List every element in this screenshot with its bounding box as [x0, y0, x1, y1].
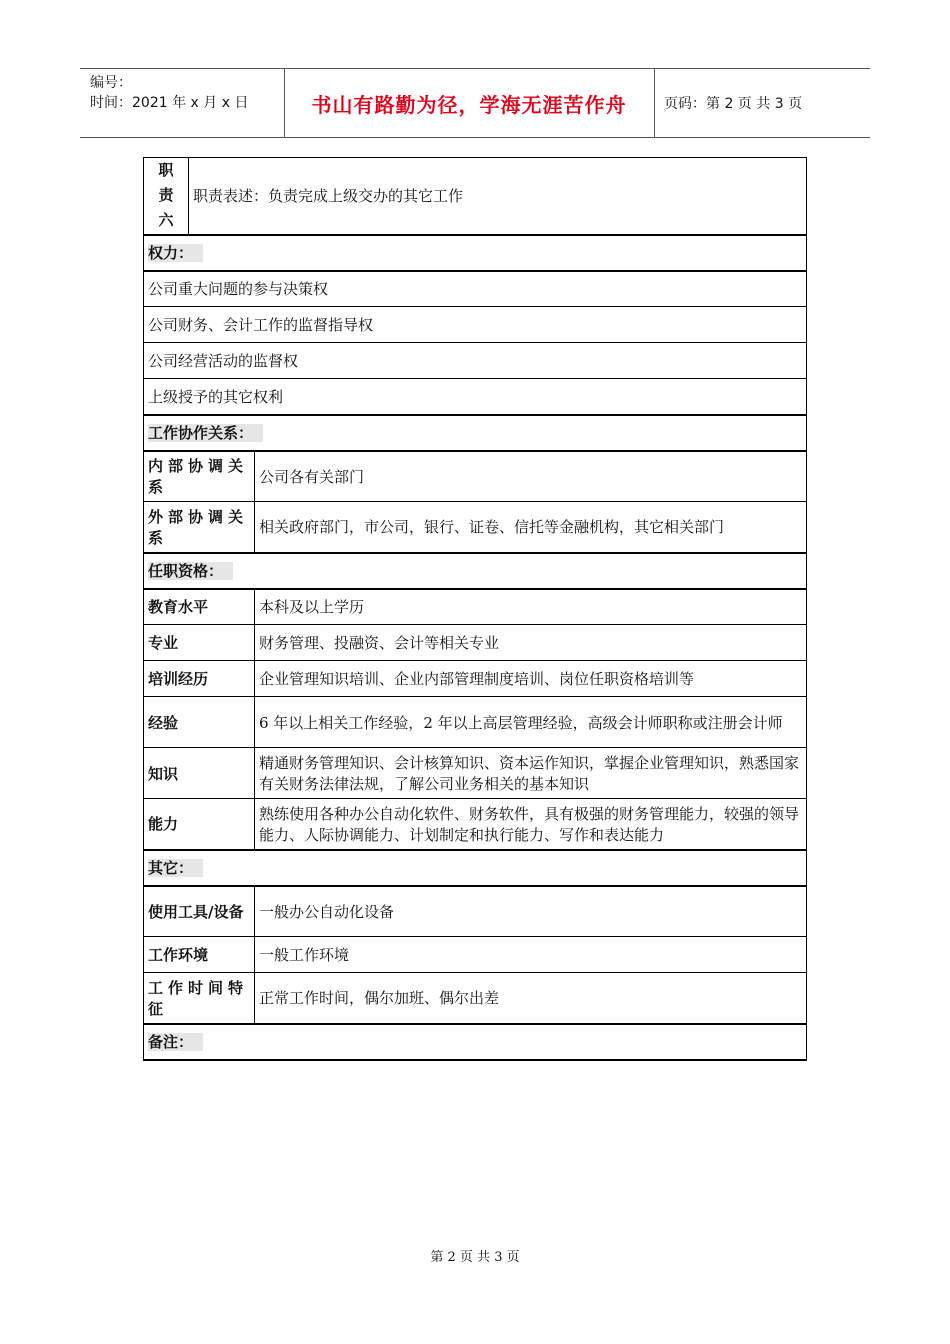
table-row [144, 625, 807, 661]
section-row [144, 415, 807, 451]
knowledge-label: 知识 [144, 748, 255, 799]
list-item [144, 307, 807, 343]
table-row [144, 451, 807, 502]
major-label: 专业 [144, 625, 255, 661]
section-title-other: 其它： [148, 859, 203, 877]
ability-label: 能力 [144, 799, 255, 850]
page-info: 页码：第 2 页 共 3 页 [664, 96, 803, 112]
header-divider [654, 69, 655, 137]
time-label: 时间：2021 年 x 月 x 日 [90, 95, 249, 111]
section-title-relations: 工作协作关系： [148, 424, 263, 442]
number-label: 编号： [90, 75, 132, 91]
work-time-value: 正常工作时间，偶尔加班、偶尔出差 [255, 973, 807, 1024]
training-value: 企业管理知识培训、企业内部管理制度培训、岗位任职资格培训等 [255, 661, 807, 697]
power-item: 公司财务、会计工作的监督指导权 [144, 307, 807, 343]
document-header [80, 68, 870, 138]
table-row [144, 589, 807, 625]
table-row [144, 661, 807, 697]
education-label: 教育水平 [144, 589, 255, 625]
table-row [144, 502, 807, 553]
section-title-remarks: 备注： [148, 1033, 203, 1051]
section-title-powers: 权力： [148, 244, 203, 262]
education-value: 本科及以上学历 [255, 589, 807, 625]
job-description-table [143, 157, 807, 1061]
section-row [144, 553, 807, 589]
duty-label-char: 职 [158, 161, 174, 180]
section-row [144, 1024, 807, 1060]
knowledge-value: 精通财务管理知识、会计核算知识、资本运作知识，掌握企业管理知识，熟悉国家有关财务法律法规，了解公司业务相关的基本知识 [255, 748, 807, 799]
external-relations-value: 相关政府部门，市公司，银行、证卷、信托等金融机构，其它相关部门 [255, 502, 807, 553]
internal-relations-label: 内部协调关系 [144, 451, 255, 502]
tools-value: 一般办公自动化设备 [255, 886, 807, 937]
section-row [144, 235, 807, 271]
section-title-qualifications: 任职资格： [148, 562, 233, 580]
major-value: 财务管理、投融资、会计等相关专业 [255, 625, 807, 661]
power-item: 公司重大问题的参与决策权 [144, 271, 807, 307]
motto: 书山有路勤为径，学海无涯苦作舟 [311, 92, 627, 117]
duty-label [144, 158, 189, 235]
list-item [144, 343, 807, 379]
table-row [144, 799, 807, 850]
power-item: 上级授予的其它权利 [144, 379, 807, 415]
tools-label: 使用工具/设备 [144, 886, 255, 937]
environment-value: 一般工作环境 [255, 937, 807, 973]
header-meta [90, 73, 248, 113]
experience-value: 6 年以上相关工作经验，2 年以上高层管理经验，高级会计师职称或注册会计师 [255, 697, 807, 748]
work-time-label: 工作时间特征 [144, 973, 255, 1024]
section-row [144, 850, 807, 886]
duty-label-char: 责 [158, 186, 174, 205]
external-relations-label: 外部协调关系 [144, 502, 255, 553]
list-item [144, 379, 807, 415]
duty-text: 职责表述：负责完成上级交办的其它工作 [189, 158, 807, 235]
internal-relations-value: 公司各有关部门 [255, 451, 807, 502]
duty-label-char: 六 [158, 211, 174, 230]
ability-value: 熟练使用各种办公自动化软件、财务软件，具有极强的财务管理能力，较强的领导能力、人际协调能力、计划制定和执行能力、写作和表达能力 [255, 799, 807, 850]
table-row [144, 748, 807, 799]
table-row [144, 937, 807, 973]
environment-label: 工作环境 [144, 937, 255, 973]
training-label: 培训经历 [144, 661, 255, 697]
table-row [144, 886, 807, 937]
page-footer: 第 2 页 共 3 页 [430, 1250, 520, 1265]
list-item [144, 271, 807, 307]
table-row [144, 973, 807, 1024]
duty-row [144, 158, 807, 235]
table-row [144, 697, 807, 748]
power-item: 公司经营活动的监督权 [144, 343, 807, 379]
experience-label: 经验 [144, 697, 255, 748]
